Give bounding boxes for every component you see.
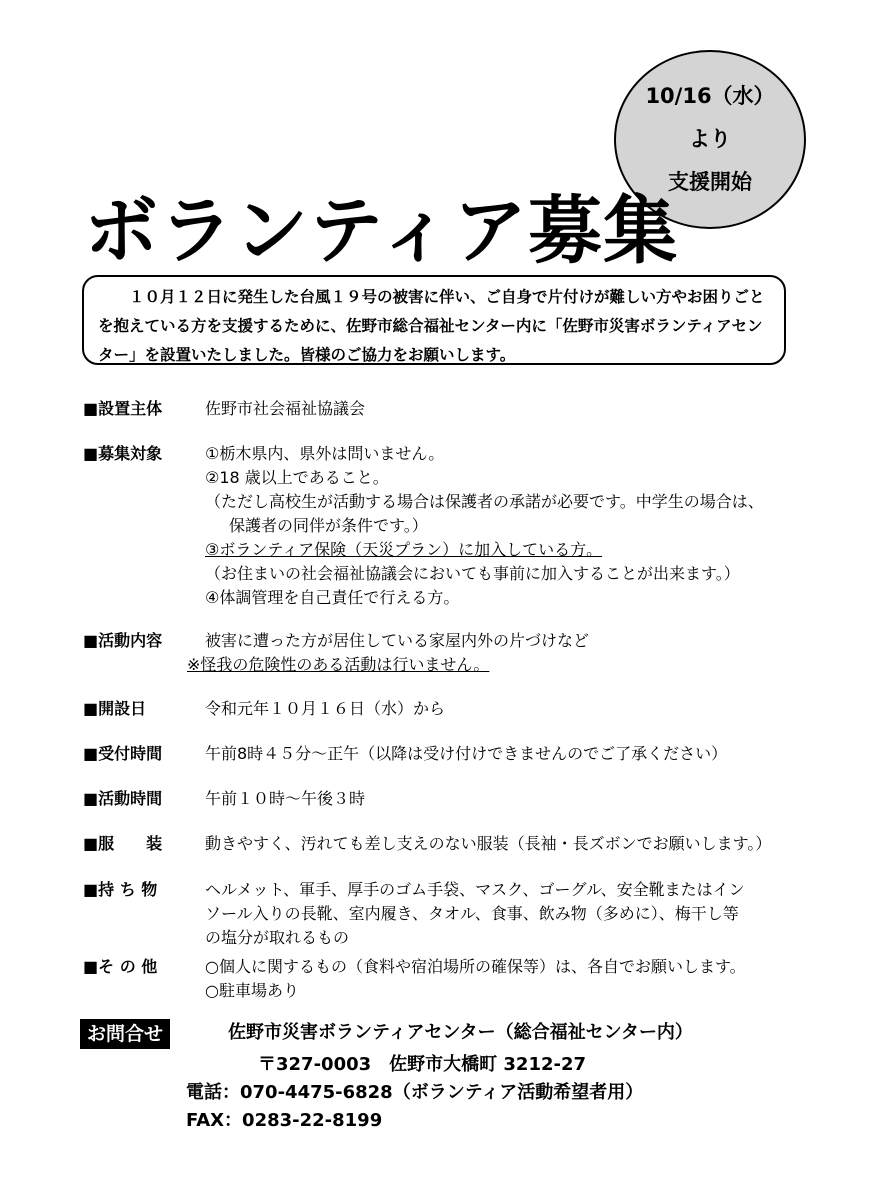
belongings-line: の塩分が取れるもの	[205, 928, 350, 947]
belongings-label: ■持 ち 物	[83, 880, 158, 899]
reception-label: ■受付時間	[83, 744, 163, 763]
other-line: ○駐車場あり	[205, 981, 299, 1000]
reception-value: 午前8時４５分～正午（以降は受け付けできませんのでご了承ください）	[205, 744, 728, 763]
target-label: ■募集対象	[83, 444, 163, 463]
target-item: ③ボランティア保険（天災プラン）に加入している方。	[205, 540, 603, 559]
badge-start: 支援開始	[668, 170, 752, 194]
other-label: ■そ の 他	[83, 957, 158, 976]
activity-note: ※怪我の危険性のある活動は行いません。	[187, 655, 490, 674]
clothing-label: ■服 装	[83, 834, 163, 853]
organizer-value: 佐野市社会福祉協議会	[205, 399, 366, 418]
contact-tag: お問合せ	[80, 1019, 170, 1049]
other-line: ○個人に関するもの（食料や宿泊場所の確保等）は、各自でお願いします。	[205, 957, 746, 976]
contact-address: 〒327-0003 佐野市大橋町 3212-27	[258, 1054, 587, 1075]
badge-date: 10/16（水）	[645, 84, 775, 108]
organizer-label: ■設置主体	[83, 399, 163, 418]
target-item: ②18 歳以上であること。	[205, 468, 389, 487]
target-item: 保護者の同伴が条件です。）	[229, 516, 428, 535]
badge-from: より	[689, 127, 731, 151]
intro-text: １０月１２日に発生した台風１９号の被害に伴い、ご自身で片付けが難しい方やお困りごとを抱えている方を支援するために、佐野市総合福祉センター内に「佐野市災害ボランティアセンター」を設置いたしました。皆様のご協力をお願いします。	[98, 288, 765, 364]
target-item: ①栃木県内、県外は問いません。	[205, 444, 445, 463]
intro-box	[82, 275, 786, 365]
activity-value: 被害に遭った方が居住している家屋内外の片づけなど	[205, 631, 590, 650]
contact-phone: 電話：070-4475-6828（ボランティア活動希望者用）	[186, 1082, 644, 1103]
activity-label: ■活動内容	[83, 631, 163, 650]
hours-value: 午前１０時～午後３時	[205, 789, 366, 808]
belongings-list	[205, 878, 745, 950]
opening-label: ■開設日	[83, 699, 147, 718]
belongings-line: ソール入りの長靴、室内履き、タオル、食事、飲み物（多めに）、梅干し等	[205, 904, 739, 923]
target-item: （ただし高校生が活動する場合は保護者の承諾が必要です。中学生の場合は、	[205, 492, 764, 511]
hours-label: ■活動時間	[83, 789, 163, 808]
page-title: ボランティア募集	[84, 188, 679, 274]
belongings-line: ヘルメット、軍手、厚手のゴム手袋、マスク、ゴーグル、安全靴またはイン	[205, 880, 745, 899]
target-item: ④体調管理を自己責任で行える方。	[205, 588, 460, 607]
contact-organization: 佐野市災害ボランティアセンター（総合福祉センター内）	[228, 1022, 693, 1043]
opening-value: 令和元年１０月１６日（水）から	[205, 699, 446, 718]
contact-fax: FAX：0283-22-8199	[186, 1110, 383, 1131]
target-list	[205, 442, 764, 610]
target-item: （お住まいの社会福祉協議会においても事前に加入することが出来ます。）	[205, 564, 740, 583]
other-list	[205, 955, 746, 1003]
clothing-value: 動きやすく、汚れても差し支えのない服装（長袖・長ズボンでお願いします。）	[205, 834, 772, 853]
